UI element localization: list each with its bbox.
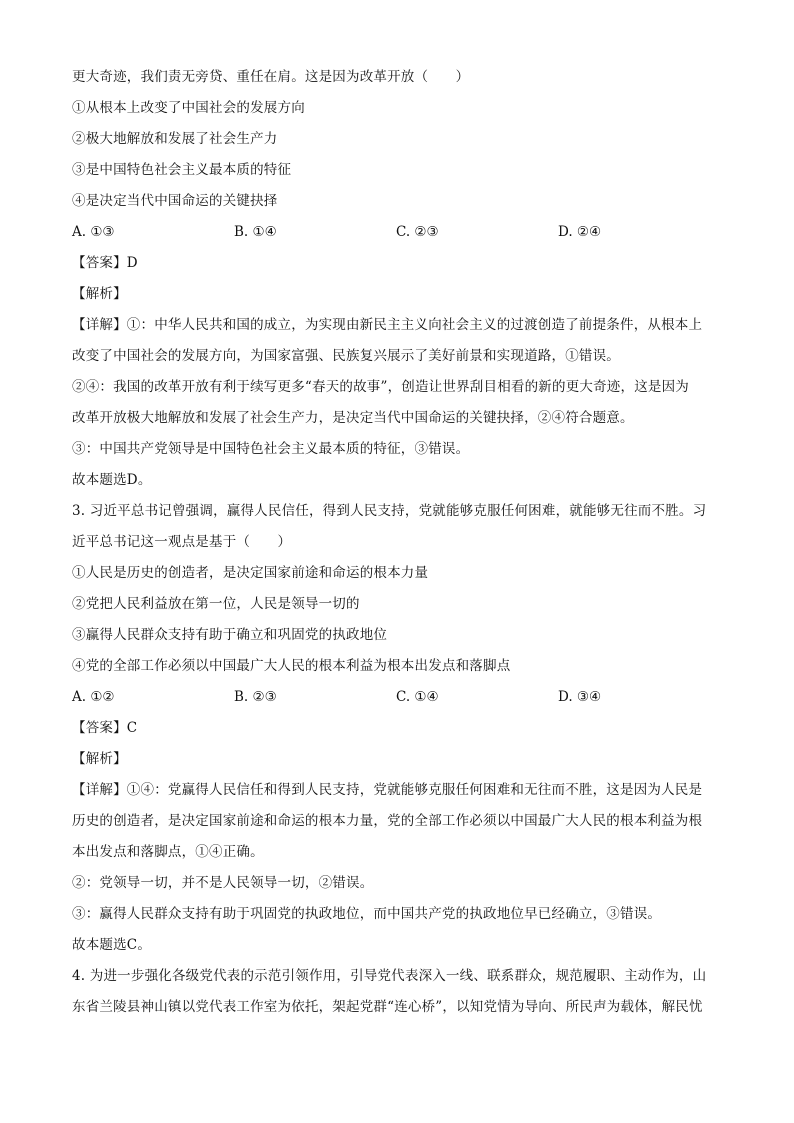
- q3-stem-1: 3. 习近平总书记曾强调，赢得人民信任，得到人民支持，党就能够克服任何困难，就能够无往而不胜。习: [72, 503, 707, 519]
- q3-analysis-label: 【解析】: [72, 751, 127, 767]
- q3-item-1: ①人民是历史的创造者，是决定国家前途和命运的根本力量: [72, 565, 429, 581]
- q2-item-2: ②极大地解放和发展了社会生产力: [72, 131, 278, 147]
- q2-detail-4: 改革开放极大地解放和发展了社会生产力，是决定当代中国命运的关键抉择，②④符合题意。: [72, 410, 634, 426]
- q2-item-1: ①从根本上改变了中国社会的发展方向: [72, 100, 305, 116]
- q3-stem-2: 近平总书记这一观点是基于（ ）: [72, 534, 292, 550]
- q3-item-3: ③赢得人民群众支持有助于确立和巩固党的执政地位: [72, 627, 388, 643]
- q4-stem-1: 4. 为进一步强化各级党代表的示范引领作用，引导党代表深入一线、联系群众，规范履职、主动作为，山: [72, 968, 707, 984]
- q3-detail-5: ③：赢得人民群众支持有助于巩固党的执政地位，而中国共产党的执政地位早已经确立，③错误。: [72, 906, 662, 922]
- q4-stem-2: 东省兰陵县神山镇以党代表工作室为依托，架起党群“连心桥”，以知党情为导向、所民声为载体，解民忧: [72, 999, 703, 1015]
- q3-detail-2: 历史的创造者，是决定国家前途和命运的根本力量，党的全部工作必须以中国最广大人民的根本利益为根: [72, 813, 703, 829]
- q3-item-2: ②党把人民利益放在第一位，人民是领导一切的: [72, 596, 360, 612]
- q2-option-a: A. ①③: [72, 224, 115, 240]
- q2-answer: 【答案】D: [72, 255, 138, 271]
- q2-option-d: D. ②④: [558, 224, 602, 240]
- q2-options: [72, 217, 732, 248]
- q2-stem-tail: 更大奇迹，我们责无旁贷、重任在肩。这是因为改革开放（ ）: [72, 69, 470, 85]
- q2-analysis-label: 【解析】: [72, 286, 127, 302]
- q3-option-b: B. ②③: [234, 689, 277, 705]
- q2-item-4: ④是决定当代中国命运的关键抉择: [72, 193, 278, 209]
- q2-detail-1: 【详解】①：中华人民共和国的成立，为实现由新民主主义向社会主义的过渡创造了前提条件，从根本上: [72, 317, 703, 333]
- q2-option-c: C. ②③: [396, 224, 439, 240]
- q2-conclusion: 故本题选D。: [72, 472, 152, 488]
- q3-detail-3: 本出发点和落脚点，①④正确。: [72, 844, 264, 860]
- q3-detail-4: ②：党领导一切，并不是人民领导一切，②错误。: [72, 875, 374, 891]
- document-page: [72, 62, 732, 1023]
- q2-item-3: ③是中国特色社会主义最本质的特征: [72, 162, 292, 178]
- q3-option-c: C. ①④: [396, 689, 439, 705]
- q3-options: [72, 682, 732, 713]
- q3-option-a: A. ①②: [72, 689, 115, 705]
- q3-answer: 【答案】C: [72, 720, 138, 736]
- q2-option-b: B. ①④: [234, 224, 277, 240]
- q3-option-d: D. ③④: [558, 689, 602, 705]
- q2-detail-3: ②④：我国的改革开放有利于续写更多“春天的故事”，创造让世界刮目相看的新的更大奇迹，这是因为: [72, 379, 690, 395]
- q2-detail-5: ③：中国共产党领导是中国特色社会主义最本质的特征，③错误。: [72, 441, 470, 457]
- q3-detail-1: 【详解】①④：党赢得人民信任和得到人民支持，党就能够克服任何困难和无往而不胜，这是因为人民是: [72, 782, 703, 798]
- q3-conclusion: 故本题选C。: [72, 937, 152, 953]
- q2-detail-2: 改变了中国社会的发展方向，为国家富强、民族复兴展示了美好前景和实现道路，①错误。: [72, 348, 620, 364]
- q3-item-4: ④党的全部工作必须以中国最广大人民的根本利益为根本出发点和落脚点: [72, 658, 511, 674]
